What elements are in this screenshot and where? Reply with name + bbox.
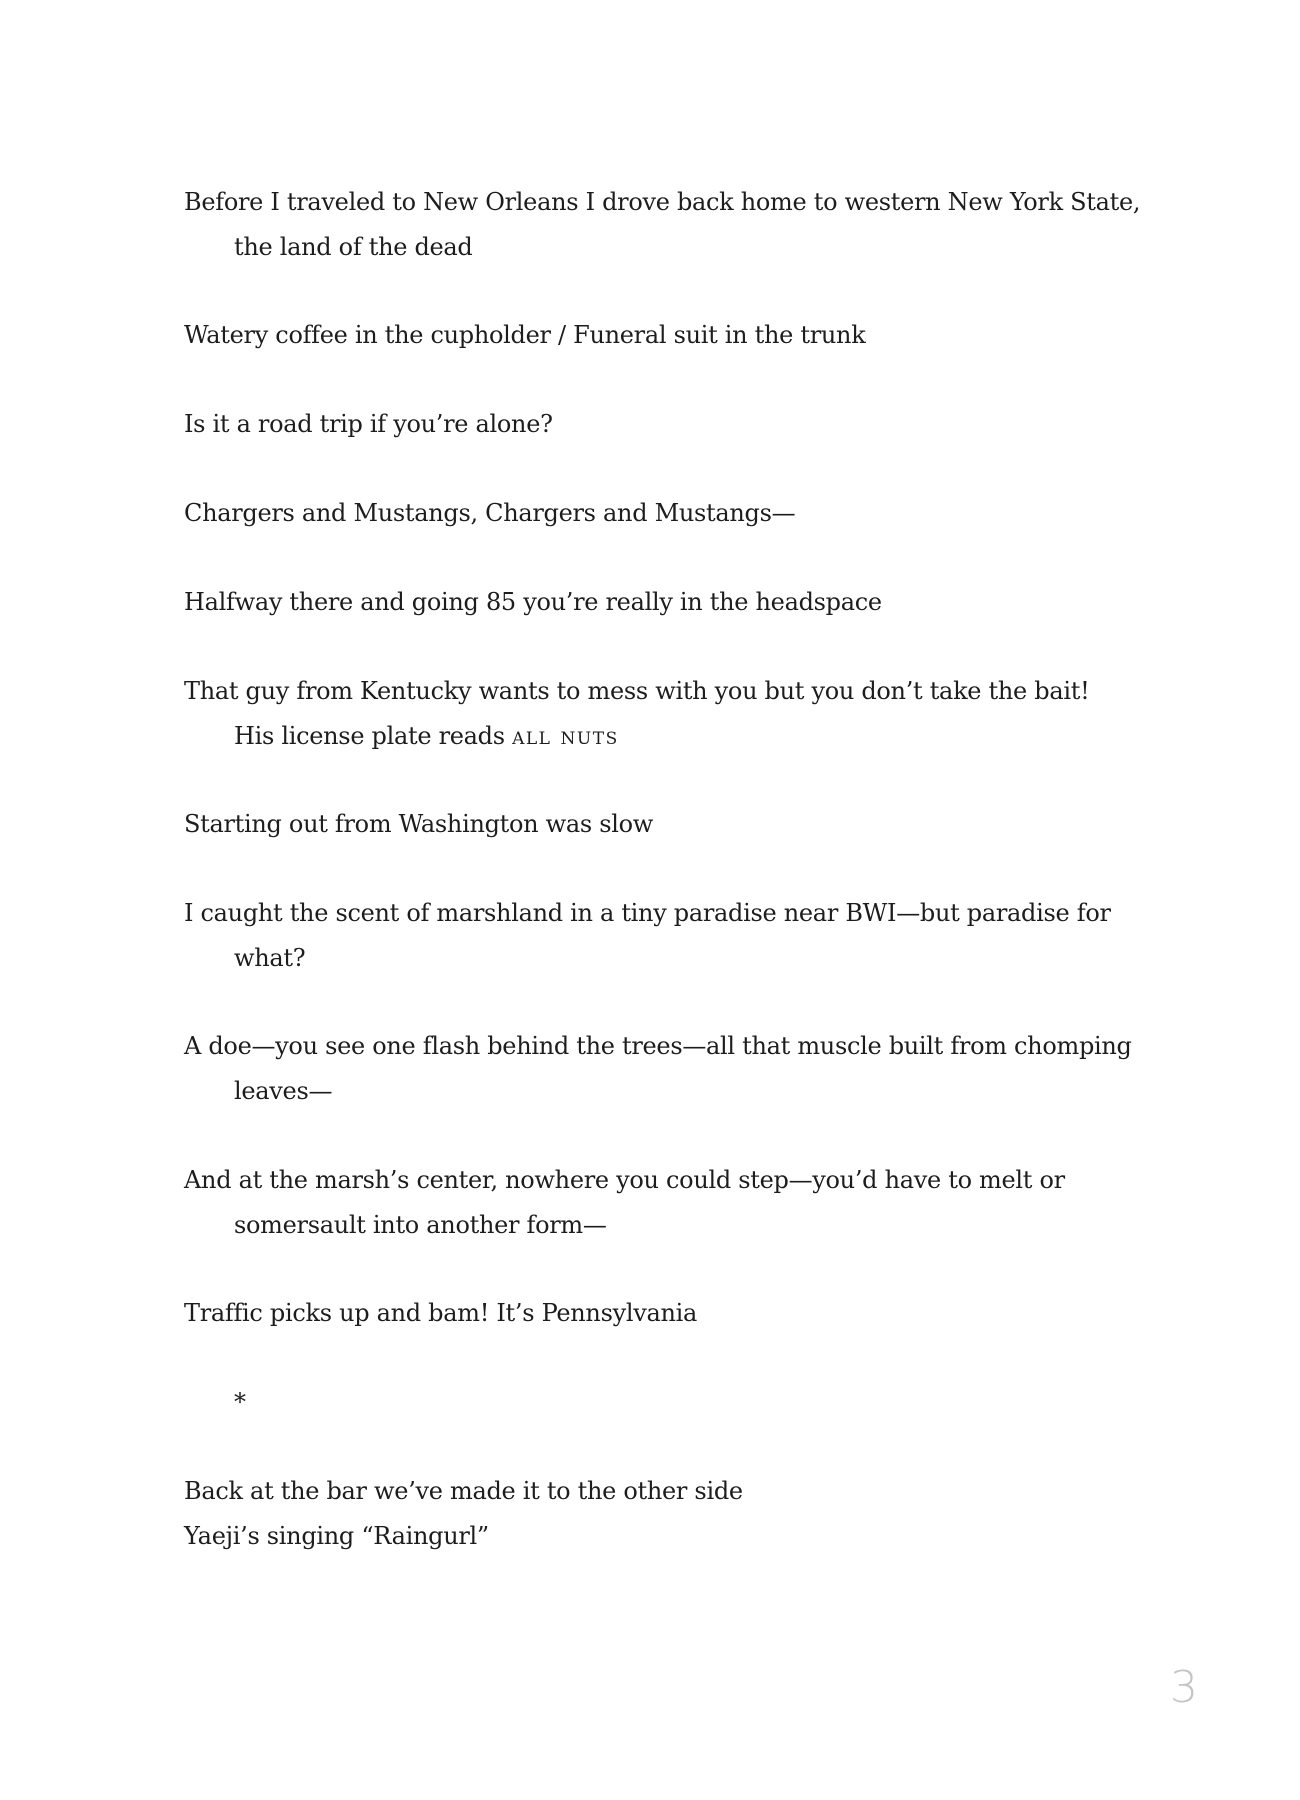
page-number: 3: [1170, 1662, 1198, 1713]
poem-line: And at the marsh’s center, nowhere you could step—you’d have to melt or: [184, 1166, 1065, 1194]
poem-line: That guy from Kentucky wants to mess with you but you don’t take the bait!: [184, 677, 1090, 705]
poem-line-continuation: [234, 714, 619, 758]
plate-lead-in: His license plate reads: [234, 722, 513, 750]
poem-line-continuation: leaves—: [234, 1077, 333, 1105]
license-plate-text: all nuts: [512, 722, 619, 750]
poem-line-continuation: somersault into another form—: [234, 1211, 607, 1239]
poem-line-continuation: the land of the dead: [234, 233, 473, 261]
poem-line: Chargers and Mustangs, Chargers and Mustangs—: [184, 499, 796, 527]
poem-line: Halfway there and going 85 you’re really in the headspace: [184, 588, 882, 616]
poem-line: Back at the bar we’ve made it to the other side: [184, 1477, 743, 1505]
poem-line: Watery coffee in the cupholder / Funeral suit in the trunk: [184, 321, 866, 349]
poem-line: I caught the scent of marshland in a tiny paradise near BWI—but paradise for: [184, 899, 1111, 927]
poem-line: Is it a road trip if you’re alone?: [184, 410, 553, 438]
section-break: *: [234, 1388, 246, 1416]
poem-line: Starting out from Washington was slow: [184, 810, 654, 838]
poem-line: A doe—you see one flash behind the trees—all that muscle built from chomping: [184, 1032, 1132, 1060]
poem-line: Traffic picks up and bam! It’s Pennsylvania: [184, 1299, 698, 1327]
poem-line-continuation: what?: [234, 944, 306, 972]
poem-line: Before I traveled to New Orleans I drove back home to western New York State,: [184, 188, 1141, 216]
poem-line: Yaeji’s singing “Raingurl”: [184, 1522, 489, 1550]
